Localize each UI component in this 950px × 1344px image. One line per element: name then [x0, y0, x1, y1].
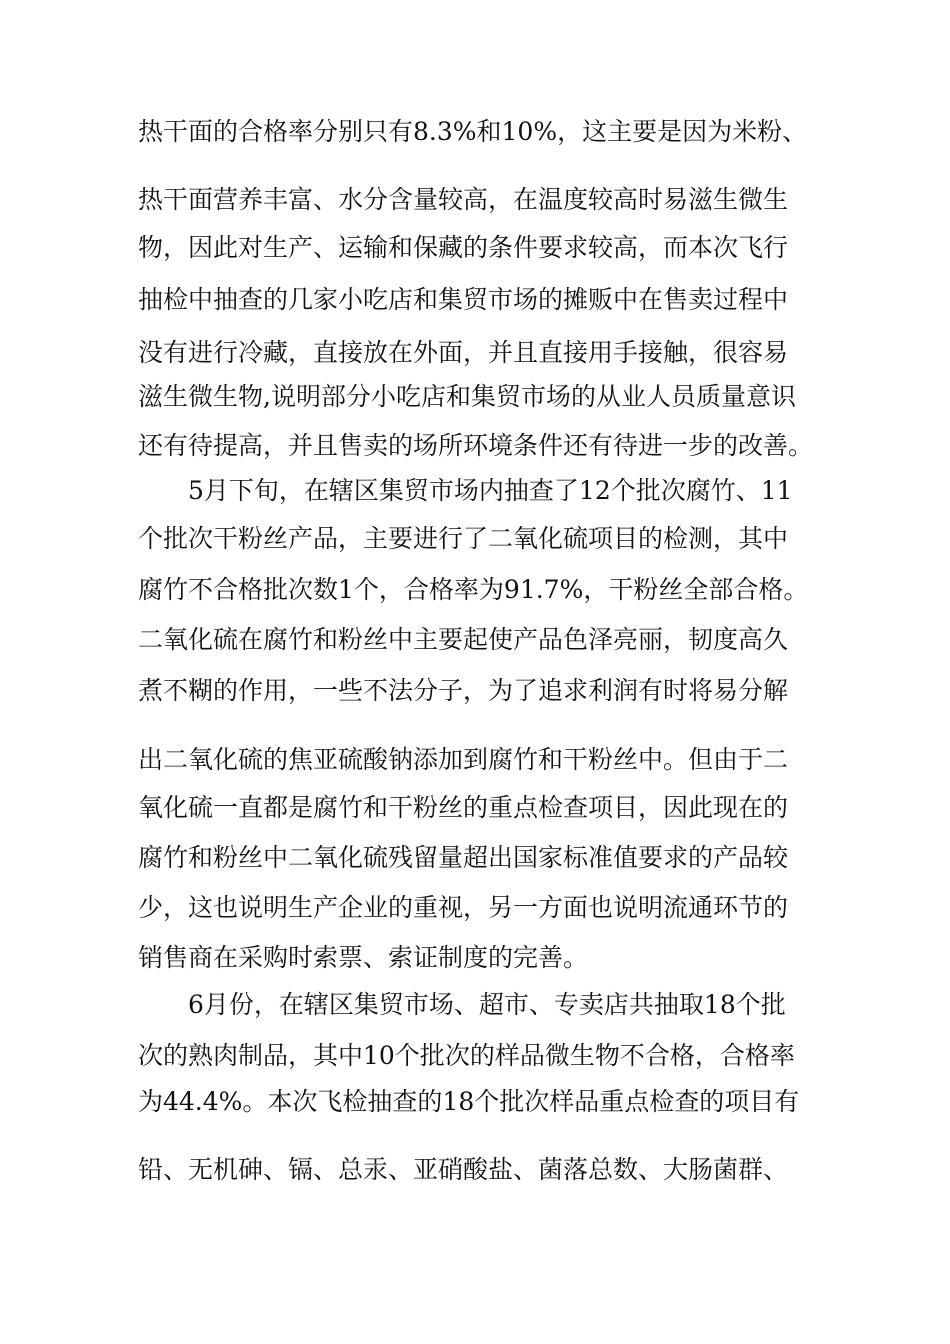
- text-line: 物，因此对生产、运输和保藏的条件要求较高，而本次飞行: [138, 233, 789, 262]
- text-line: 二氧化硫在腐竹和粉丝中主要起使产品色泽亮丽，韧度高久: [138, 625, 789, 654]
- text-line: 销售商在采购时索票、索证制度的完善。: [138, 943, 589, 972]
- text-line: 氧化硫一直都是腐竹和干粉丝的重点检查项目，因此现在的: [138, 793, 789, 822]
- text-line: 腐竹不合格批次数1个，合格率为91.7%，干粉丝全部合格。: [138, 575, 809, 604]
- paragraph-start-line: 6月份，在辖区集贸市场、超市、专卖店共抽取18个批: [188, 990, 786, 1019]
- text-line: 没有进行冷藏，直接放在外面，并且直接用手接触，很容易: [138, 338, 789, 367]
- text-line: 个批次干粉丝产品，主要进行了二氧化硫项目的检测，其中: [138, 524, 789, 553]
- text-line: 出二氧化硫的焦亚硫酸钠添加到腐竹和干粉丝中。但由于二: [138, 745, 789, 774]
- text-line: 为44.4%。本次飞检抽查的18个批次样品重点检查的项目有: [138, 1087, 800, 1116]
- text-line: 还有待提高，并且售卖的场所环境条件还有待进一步的改善。: [138, 431, 814, 460]
- text-line: 腐竹和粉丝中二氧化硫残留量超出国家标准值要求的产品较: [138, 843, 789, 872]
- text-line: 滋生微生物,说明部分小吃店和集贸市场的从业人员质量意识: [138, 382, 796, 411]
- text-line: 热干面的合格率分别只有8.3%和10%，这主要是因为米粉、: [138, 117, 808, 146]
- text-line: 铅、无机砷、镉、总汞、亚硝酸盐、菌落总数、大肠菌群、: [138, 1155, 789, 1184]
- text-line: 煮不糊的作用，一些不法分子，为了追求利润有时将易分解: [138, 676, 789, 705]
- text-line: 少，这也说明生产企业的重视，另一方面也说明流通环节的: [138, 893, 789, 922]
- paragraph-start-line: 5月下旬，在辖区集贸市场内抽查了12个批次腐竹、11: [188, 476, 793, 505]
- text-line: 热干面营养丰富、水分含量较高，在温度较高时易滋生微生: [138, 185, 789, 214]
- text-line: 次的熟肉制品，其中10个批次的样品微生物不合格，合格率: [138, 1041, 795, 1070]
- text-line: 抽检中抽查的几家小吃店和集贸市场的摊贩中在售卖过程中: [138, 285, 789, 314]
